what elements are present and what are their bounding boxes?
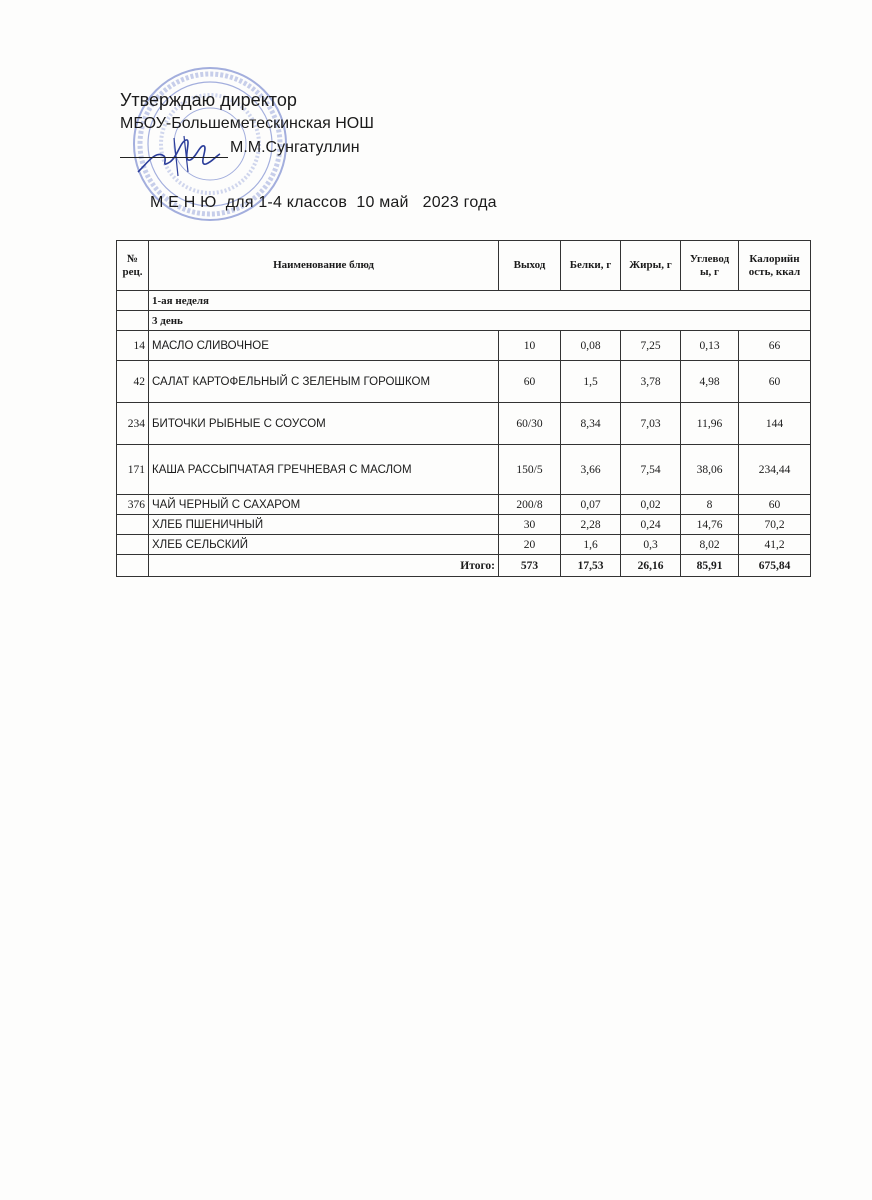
dish-yield: 30 [499,515,561,535]
signer-name: М.М.Сунгатуллин [230,139,360,156]
dish-name: САЛАТ КАРТОФЕЛЬНЫЙ С ЗЕЛЕНЫМ ГОРОШКОМ [149,361,499,403]
dish-kcal: 41,2 [739,535,811,555]
header-name: Наименование блюд [149,241,499,291]
total-protein: 17,53 [561,555,621,577]
school-name: МБОУ-Большеметескинская НОШ [120,115,374,132]
dish-protein: 2,28 [561,515,621,535]
dish-protein: 0,07 [561,495,621,515]
dish-fat: 0,3 [621,535,681,555]
dish-kcal: 60 [739,495,811,515]
dish-name: ХЛЕБ СЕЛЬСКИЙ [149,535,499,555]
recipe-num [117,515,149,535]
dish-carbs: 38,06 [681,445,739,495]
table-row [117,403,811,445]
recipe-num [117,535,149,555]
menu-table [116,240,811,577]
dish-fat: 7,25 [621,331,681,361]
dish-carbs: 8,02 [681,535,739,555]
dish-protein: 1,6 [561,535,621,555]
dish-fat: 0,02 [621,495,681,515]
dish-yield: 200/8 [499,495,561,515]
dish-fat: 0,24 [621,515,681,535]
dish-carbs: 14,76 [681,515,739,535]
dish-kcal: 66 [739,331,811,361]
header-carbs: Углевод ы, г [681,241,739,291]
dish-carbs: 11,96 [681,403,739,445]
total-fat: 26,16 [621,555,681,577]
week-label: 1-ая неделя [149,291,811,311]
recipe-num: 14 [117,331,149,361]
recipe-num: 171 [117,445,149,495]
header-num: № рец. [117,241,149,291]
dish-name: ЧАЙ ЧЕРНЫЙ С САХАРОМ [149,495,499,515]
approval-block [120,90,540,158]
header-fat: Жиры, г [621,241,681,291]
menu-title: М Е Н Ю для 1-4 классов 10 май 2023 года [150,194,497,211]
recipe-num: 234 [117,403,149,445]
dish-protein: 3,66 [561,445,621,495]
recipe-num: 42 [117,361,149,403]
dish-fat: 7,54 [621,445,681,495]
dish-carbs: 0,13 [681,331,739,361]
week-row [117,291,811,311]
dish-kcal: 144 [739,403,811,445]
dish-yield: 150/5 [499,445,561,495]
table-row [117,361,811,403]
header-yield: Выход [499,241,561,291]
dish-name: КАША РАССЫПЧАТАЯ ГРЕЧНЕВАЯ С МАСЛОМ [149,445,499,495]
table-header-row [117,241,811,291]
dish-name: МАСЛО СЛИВОЧНОЕ [149,331,499,361]
signer-line [120,138,540,158]
day-label: 3 день [149,311,811,331]
dish-kcal: 60 [739,361,811,403]
dish-yield: 60/30 [499,403,561,445]
dish-yield: 20 [499,535,561,555]
header-kcal: Калорийн ость, ккал [739,241,811,291]
dish-fat: 3,78 [621,361,681,403]
dish-yield: 60 [499,361,561,403]
total-row [117,555,811,577]
table-row [117,331,811,361]
dish-protein: 8,34 [561,403,621,445]
total-yield: 573 [499,555,561,577]
table-row [117,515,811,535]
dish-carbs: 4,98 [681,361,739,403]
recipe-num: 376 [117,495,149,515]
table-row [117,445,811,495]
day-row [117,311,811,331]
dish-fat: 7,03 [621,403,681,445]
total-label: Итого: [149,555,499,577]
signature-underline [120,141,228,158]
dish-yield: 10 [499,331,561,361]
dish-kcal: 234,44 [739,445,811,495]
dish-name: ХЛЕБ ПШЕНИЧНЫЙ [149,515,499,535]
total-carbs: 85,91 [681,555,739,577]
dish-protein: 0,08 [561,331,621,361]
table-row [117,495,811,515]
total-kcal: 675,84 [739,555,811,577]
dish-carbs: 8 [681,495,739,515]
approval-title: Утверждаю директор [120,90,297,110]
dish-protein: 1,5 [561,361,621,403]
table-row [117,535,811,555]
dish-kcal: 70,2 [739,515,811,535]
header-protein: Белки, г [561,241,621,291]
dish-name: БИТОЧКИ РЫБНЫЕ С СОУСОМ [149,403,499,445]
